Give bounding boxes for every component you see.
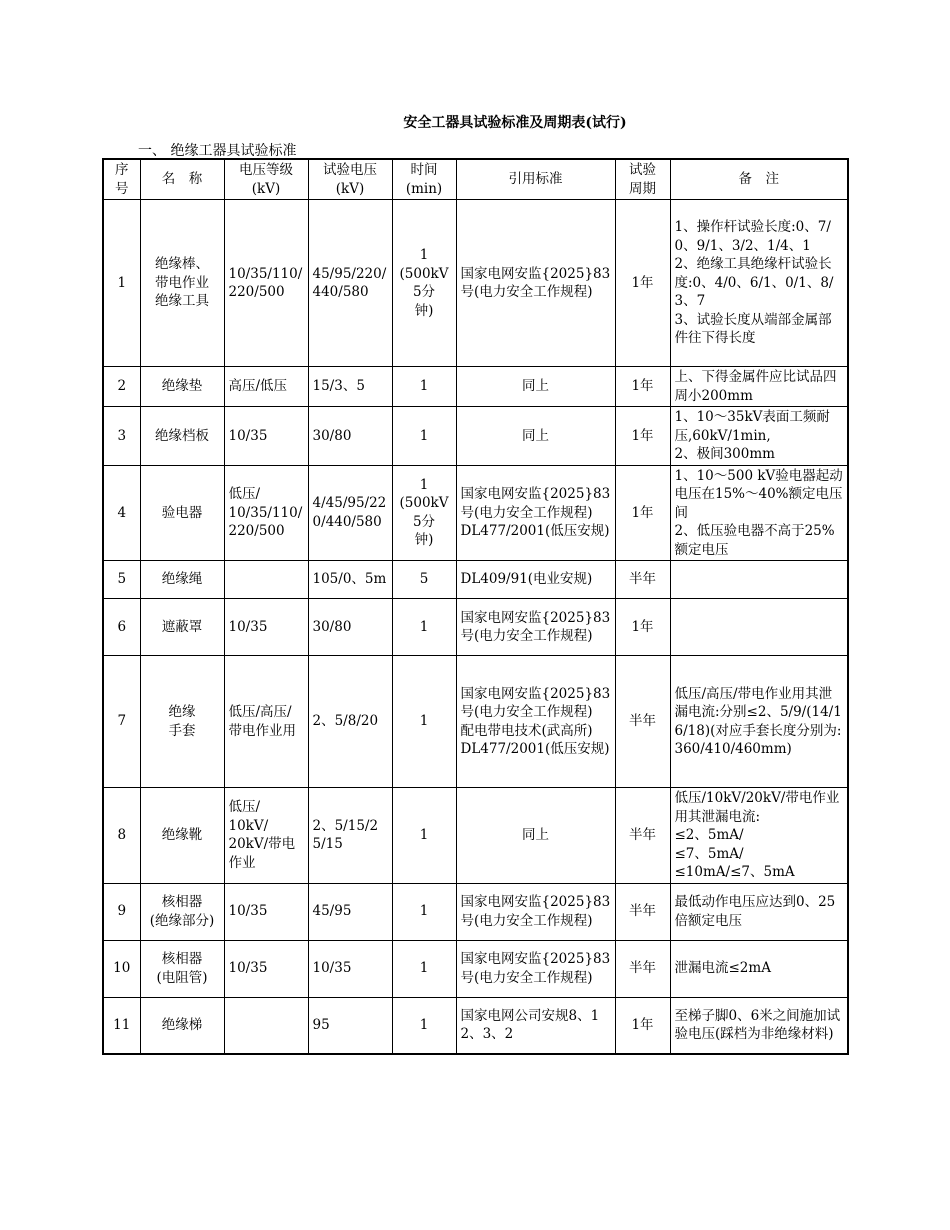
cell-test-voltage: 15/3、5 (308, 367, 392, 407)
header-voltage: 电压等级 (kV) (224, 159, 308, 200)
cell-name: 绝缘垫 (140, 367, 224, 407)
cell-standard: 同上 (456, 788, 615, 884)
cell-note: 最低动作电压应达到0、25倍额定电压 (670, 883, 848, 940)
cell-no: 1 (103, 200, 140, 367)
cell-time: 1 (500kV 5分 钟) (392, 465, 456, 561)
cell-standard: DL409/91(电业安规) (456, 561, 615, 599)
cell-time: 5 (392, 561, 456, 599)
cell-note (670, 599, 848, 656)
cell-name: 绝缘靴 (140, 788, 224, 884)
cell-note: 1、10～500 kV验电器起动电压在15%～40%额定电压间 2、低压验电器不高于25%额定电压 (670, 465, 848, 561)
cell-note: 泄漏电流≤2mA (670, 940, 848, 997)
cell-voltage: 10/35 (224, 407, 308, 466)
cell-voltage: 10/35 (224, 883, 308, 940)
cell-standard: 国家电网安监{2025}83号(电力安全工作规程) 配电带电技术(武高所) DL477/2001(低压安规) (456, 656, 615, 788)
table-row (103, 599, 848, 656)
cell-name: 绝缘梯 (140, 997, 224, 1054)
cell-standard: 国家电网公司安规8、12、3、2 (456, 997, 615, 1054)
header-period: 试验 周期 (615, 159, 670, 200)
cell-time: 1 (392, 788, 456, 884)
cell-voltage (224, 997, 308, 1054)
cell-no: 8 (103, 788, 140, 884)
cell-standard: 同上 (456, 407, 615, 466)
cell-test-voltage: 95 (308, 997, 392, 1054)
cell-name: 绝缘绳 (140, 561, 224, 599)
cell-no: 2 (103, 367, 140, 407)
cell-standard: 国家电网安监{2025}83号(电力安全工作规程) (456, 200, 615, 367)
cell-name: 遮蔽罩 (140, 599, 224, 656)
cell-period: 半年 (615, 656, 670, 788)
cell-voltage: 高压/低压 (224, 367, 308, 407)
cell-voltage (224, 561, 308, 599)
cell-voltage: 低压/ 10/35/110/220/500 (224, 465, 308, 561)
cell-period: 1年 (615, 599, 670, 656)
cell-time: 1 (392, 656, 456, 788)
cell-time: 1 (392, 407, 456, 466)
cell-no: 5 (103, 561, 140, 599)
cell-test-voltage: 4/45/95/220/440/580 (308, 465, 392, 561)
cell-voltage: 低压/高压/带电作业用 (224, 656, 308, 788)
cell-voltage: 10/35 (224, 599, 308, 656)
cell-voltage: 10/35 (224, 940, 308, 997)
cell-name: 核相器 (绝缘部分) (140, 883, 224, 940)
cell-standard: 国家电网安监{2025}83号(电力安全工作规程) DL477/2001(低压安规) (456, 465, 615, 561)
header-name: 名 称 (140, 159, 224, 200)
cell-voltage: 低压/ 10kV/ 20kV/带电作业 (224, 788, 308, 884)
table-row (103, 407, 848, 466)
cell-period: 1年 (615, 367, 670, 407)
cell-test-voltage: 2、5/8/20 (308, 656, 392, 788)
cell-time: 1 (392, 883, 456, 940)
cell-name: 绝缘棒、 带电作业 绝缘工具 (140, 200, 224, 367)
header-no: 序 号 (103, 159, 140, 200)
cell-no: 4 (103, 465, 140, 561)
table-row (103, 788, 848, 884)
cell-period: 1年 (615, 997, 670, 1054)
cell-test-voltage: 45/95/220/440/580 (308, 200, 392, 367)
table-header-row (103, 159, 848, 200)
table-row (103, 561, 848, 599)
cell-note (670, 561, 848, 599)
cell-time: 1 (500kV 5分 钟) (392, 200, 456, 367)
cell-no: 6 (103, 599, 140, 656)
cell-test-voltage: 105/0、5m (308, 561, 392, 599)
cell-note: 至梯子脚0、6米之间施加试验电压(踩档为非绝缘材料) (670, 997, 848, 1054)
cell-note: 1、10～35kV表面工频耐压,60kV/1min, 2、极间300mm (670, 407, 848, 466)
cell-no: 3 (103, 407, 140, 466)
header-time: 时间 (min) (392, 159, 456, 200)
cell-name: 绝缘 手套 (140, 656, 224, 788)
table-row (103, 200, 848, 367)
document-title: 安全工器具试验标准及周期表(试行) (403, 115, 627, 131)
cell-period: 1年 (615, 465, 670, 561)
cell-no: 10 (103, 940, 140, 997)
cell-test-voltage: 30/80 (308, 407, 392, 466)
cell-period: 半年 (615, 561, 670, 599)
cell-period: 1年 (615, 200, 670, 367)
cell-test-voltage: 30/80 (308, 599, 392, 656)
cell-name: 绝缘档板 (140, 407, 224, 466)
table-row (103, 465, 848, 561)
cell-test-voltage: 45/95 (308, 883, 392, 940)
cell-test-voltage: 2、5/15/25/15 (308, 788, 392, 884)
cell-period: 半年 (615, 788, 670, 884)
cell-name: 验电器 (140, 465, 224, 561)
cell-no: 11 (103, 997, 140, 1054)
cell-name: 核相器 (电阻管) (140, 940, 224, 997)
section-heading: 一、 绝缘工器具试验标准 (138, 143, 297, 159)
cell-standard: 国家电网安监{2025}83号(电力安全工作规程) (456, 940, 615, 997)
cell-no: 9 (103, 883, 140, 940)
header-test-voltage: 试验电压 (kV) (308, 159, 392, 200)
cell-period: 1年 (615, 407, 670, 466)
cell-period: 半年 (615, 940, 670, 997)
cell-note: 1、操作杆试验长度:0、7/0、9/1、3/2、1/4、1 2、绝缘工具绝缘杆试验长度:0、4/0、6/1、0/1、8/3、7 3、试验长度从端部金属部件往下得长度 (670, 200, 848, 367)
table-row (103, 367, 848, 407)
header-standard: 引用标准 (456, 159, 615, 200)
cell-standard: 国家电网安监{2025}83号(电力安全工作规程) (456, 599, 615, 656)
cell-time: 1 (392, 367, 456, 407)
header-note: 备 注 (670, 159, 848, 200)
table-row (103, 940, 848, 997)
table-row (103, 997, 848, 1054)
cell-standard: 国家电网安监{2025}83号(电力安全工作规程) (456, 883, 615, 940)
cell-standard: 同上 (456, 367, 615, 407)
cell-voltage: 10/35/110/220/500 (224, 200, 308, 367)
table-row (103, 656, 848, 788)
cell-time: 1 (392, 997, 456, 1054)
cell-no: 7 (103, 656, 140, 788)
cell-time: 1 (392, 599, 456, 656)
test-standard-table (102, 158, 849, 1055)
cell-note: 低压/高压/带电作业用其泄漏电流:分别≤2、5/9/(14/16/18)(对应手套长度分别为:360/410/460mm) (670, 656, 848, 788)
cell-test-voltage: 10/35 (308, 940, 392, 997)
cell-period: 半年 (615, 883, 670, 940)
table-row (103, 883, 848, 940)
cell-time: 1 (392, 940, 456, 997)
cell-note: 低压/10kV/20kV/带电作业用其泄漏电流: ≤2、5mA/ ≤7、5mA/ ≤10mA/≤7、5mA (670, 788, 848, 884)
cell-note: 上、下得金属件应比试品四周小200mm (670, 367, 848, 407)
